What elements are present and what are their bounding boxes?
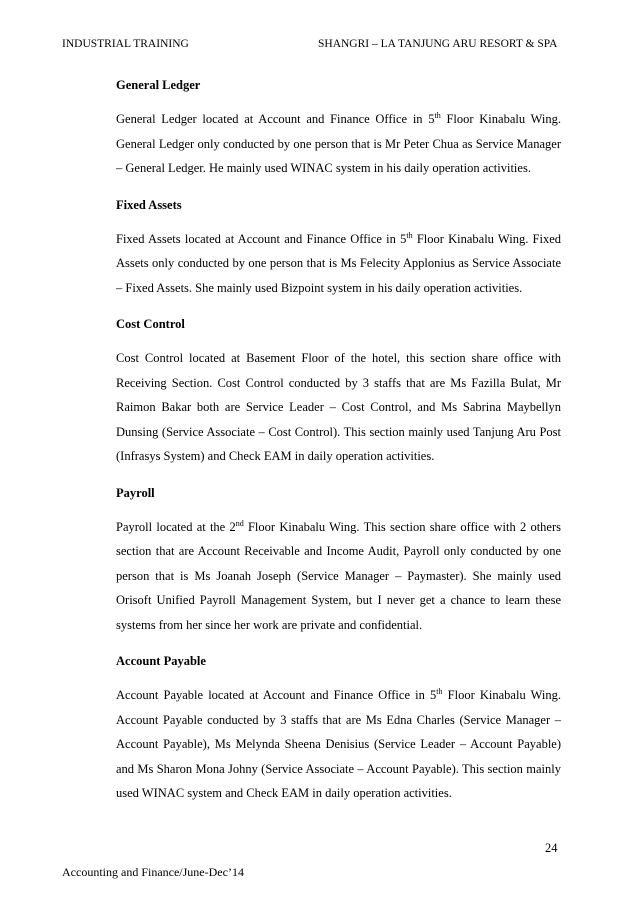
ordinal-suffix: nd	[235, 518, 244, 528]
section-heading: Account Payable	[116, 654, 206, 668]
section-fixed-assets	[116, 196, 561, 301]
section-paragraph	[116, 107, 561, 181]
section-general-ledger	[116, 76, 561, 181]
section-paragraph	[116, 227, 561, 301]
page-content	[116, 76, 561, 821]
section-cost-control	[116, 315, 561, 469]
footer-text: Accounting and Finance/June-Dec’14	[62, 865, 244, 879]
page-number: 24	[545, 841, 558, 855]
ordinal-suffix: th	[406, 230, 413, 240]
section-paragraph	[116, 515, 561, 638]
section-payroll	[116, 484, 561, 638]
paragraph-text: Cost Control located at Basement Floor of the hotel, this section share office with Receiving Section. Cost Control conducted by 3 staffs that are Ms Fazilla Bulat, Mr Raimon Bakar both are Service Leader – Cost Control, and Ms Sabrina Maybellyn Dunsing (Service Associate – Cost Control). This section mainly used Tanjung Aru Post (Infrasys System) and Check EAM in daily operation activities.	[116, 351, 561, 463]
header-left-title: INDUSTRIAL TRAINING	[62, 38, 189, 50]
section-account-payable	[116, 652, 561, 806]
ordinal-suffix: th	[436, 686, 443, 696]
paragraph-text: Floor Kinabalu Wing. General Ledger only conducted by one person that is Mr Peter Chua as Service Manager – General Ledger. He mainly used WINAC system in his daily operation activities.	[116, 112, 561, 175]
paragraph-text: Account Payable located at Account and Finance Office in 5	[116, 688, 437, 702]
paragraph-text: Fixed Assets located at Account and Finance Office in 5	[116, 231, 407, 246]
section-heading: Fixed Assets	[116, 197, 182, 212]
ordinal-suffix: th	[434, 110, 441, 120]
section-heading: General Ledger	[116, 78, 201, 92]
header-right-title: SHANGRI – LA TANJUNG ARU RESORT & SPA	[318, 38, 558, 50]
paragraph-text: Floor Kinabalu Wing. Account Payable conducted by 3 staffs that are Ms Edna Charles (Service Manager – Account Payable), Ms Melynda Sheena Denisius (Service Leader – Account Payable) and Ms Sharon Mona Johny (Service Associate – Account Payable). This section mainly used WINAC system and Check EAM in daily operation activities.	[116, 688, 562, 800]
paragraph-text: Payroll located at the 2	[116, 519, 236, 534]
section-paragraph	[116, 683, 561, 806]
section-heading: Payroll	[116, 485, 155, 500]
section-heading: Cost Control	[116, 317, 185, 331]
paragraph-text: Floor Kinabalu Wing. Fixed Assets only conducted by one person that is Ms Felecity Applonius as Service Associate – Fixed Assets. She mainly used Bizpoint system in his daily operation activities.	[116, 231, 561, 295]
section-paragraph	[116, 346, 561, 469]
paragraph-text: Floor Kinabalu Wing. This section share office with 2 others section that are Account Receivable and Income Audit, Payroll only conducted by one person that is Ms Joanah Joseph (Service Manager – Paymaster). She mainly used Orisoft Unified Payroll Management System, but I never get a chance to learn these systems from her since her work are private and confidential.	[116, 519, 561, 632]
paragraph-text: General Ledger located at Account and Finance Office in 5	[116, 112, 435, 126]
